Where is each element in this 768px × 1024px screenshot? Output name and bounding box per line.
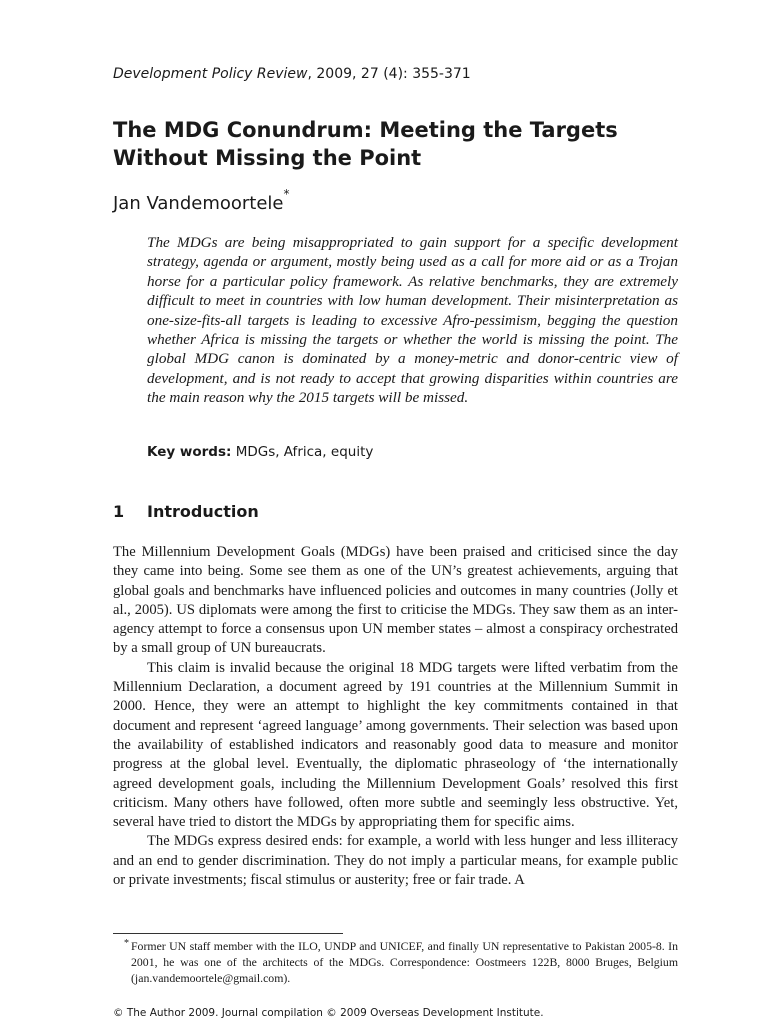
footnote-mark: * bbox=[124, 938, 129, 949]
journal-name: Development Policy Review bbox=[113, 66, 308, 82]
journal-volume-pages: , 2009, 27 (4): 355-371 bbox=[307, 66, 471, 82]
keywords-list: MDGs, Africa, equity bbox=[235, 444, 374, 460]
keywords-label: Key words: bbox=[147, 444, 232, 460]
section-number: 1 bbox=[113, 502, 125, 521]
copyright-notice: © The Author 2009. Journal compilation © 2009 Overseas Development Institute. bbox=[113, 1007, 544, 1019]
section-heading bbox=[113, 502, 259, 521]
footnote bbox=[113, 938, 678, 986]
footnote-divider bbox=[113, 933, 343, 934]
abstract: The MDGs are being misappropriated to gain support for a specific development strategy, agenda or argument, mostly being used as a call for more aid or as a Trojan horse for a particular policy framework. As relative benchmarks, they are extremely difficult to meet in countries with low human development. Their misinterpretation as one-size-fits-all targets is leading to excessive Afro-pessimism, begging the question whether Africa is missing the targets or whether the world is missing the point. The global MDG canon is dominated by a money-metric and donor-centric view of development, and is not ready to accept that growing disparities within countries are the main reason why the 2015 targets will be missed. bbox=[147, 234, 678, 407]
section-title: Introduction bbox=[147, 502, 259, 521]
author-line bbox=[113, 187, 290, 214]
body-paragraph: This claim is invalid because the original 18 MDG targets were lifted verbatim from the Millennium Declaration, a document agreed by 191 countries at the Millennium Summit in 2000. Hence, they were an attempt to highlight the key commitments contained in that document and represent ‘agreed language’ among governments. Their selection was based upon the availability of established indicators and reasonably good data to measure and monitor progress at the global level. Eventually, the diplomatic phraseology of ‘the internationally agreed development goals, including the Millennium Development Goals’ resolved this first criticism. Many others have followed, often more subtle and seemingly less obstructive. Yet, several have tried to distort the MDGs by appropriating them for specific aims. bbox=[113, 659, 678, 831]
body-paragraph: The Millennium Development Goals (MDGs) have been praised and criticised since the day they came into being. Some see them as one of the UN’s greatest achievements, arguing that global goals and benchmarks have influenced policies and outcomes in many countries (Jolly et al., 2005). US diplomats were among the first to criticise the MDGs. They saw them as an inter-agency attempt to force a consensus upon UN member states – almost a conspiracy orchestrated by a small group of UN bureaucrats. bbox=[113, 544, 678, 657]
keywords-line bbox=[147, 444, 373, 460]
footnote-text: Former UN staff member with the ILO, UNDP and UNICEF, and finally UN representative to Pakistan 2005-8. In 2001, he was one of the architects of the MDGs. Correspondence: Oostmeers 122B, 8000 Bruges, Belgium (jan.vandemoortele@gmail.com). bbox=[131, 939, 678, 985]
author-footnote-mark: * bbox=[283, 187, 290, 201]
author-name: Jan Vandemoortele bbox=[113, 193, 284, 214]
journal-citation bbox=[113, 66, 471, 82]
body-text bbox=[113, 543, 678, 890]
article-title: The MDG Conundrum: Meeting the Targets Without Missing the Point bbox=[113, 118, 618, 170]
body-paragraph: The MDGs express desired ends: for example, a world with less hunger and less illiteracy and an end to gender discrimination. They do not imply a particular means, for example public or private investments; fiscal stimulus or austerity; free or fair trade. A bbox=[113, 833, 678, 889]
